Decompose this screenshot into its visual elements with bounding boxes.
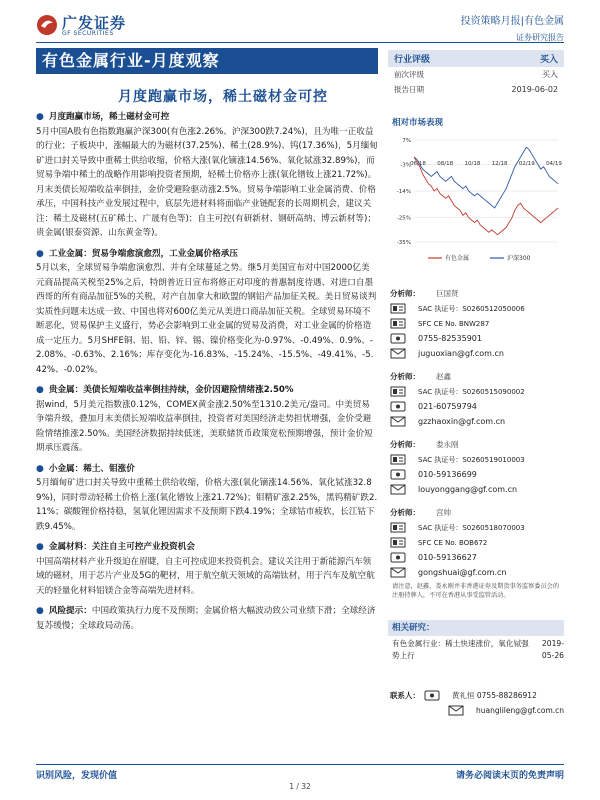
analyst-phone: 0755-82535901 [418,334,482,343]
analyst-role: 分析师： [390,372,420,381]
analyst-email[interactable]: louyonggang@gf.com.cn [418,485,518,494]
section-title: 金属材料：关注自主可控产业投资机会 [48,542,195,552]
footer-disclaimer-note: 请务必阅读末页的免责声明 [455,771,564,781]
footer-slogan: 识别风险，发现价值 [36,771,118,781]
phone-icon [424,690,440,701]
y-tick-label: 7% [402,138,411,144]
phone-icon [390,333,406,344]
rating-row [388,67,564,82]
header-right [461,12,564,43]
page-number: 1 / 32 [289,782,311,791]
dept-label: 证券研究报告 [516,33,564,42]
y-tick-label: -14% [396,189,411,195]
email-icon [390,348,406,359]
id-card-icon [390,318,406,329]
x-tick-label: 02/19 [518,161,535,167]
analyst-block [390,369,566,429]
y-tick-label: -35% [396,240,411,246]
analyst-name: 巨国贤 [436,289,459,298]
rating-header [388,50,564,67]
series-line-0 [414,157,558,235]
x-tick-label: 12/18 [491,161,508,167]
section-text: 5月缅甸矿进口封关导致中重稀土供给收缩，价格大涨(氧化镝涨14.56%、氧化铽涨32.89%)，同时带动轻稀土价格上涨(氧化镨钕上涨21.72%)；钼精矿涨2.25%，黑钨精矿跌2.11%；碳酸锂价格持稳，氢氧化锂因需求不及预期下跌4.19%；全球钴市疲软，长江钴下跌9.45%。 [36,478,378,532]
rating-row-label: 报告日期 [394,85,424,94]
legend-label: 有色金属 [445,255,470,262]
id-card-icon [390,386,406,397]
section-title: 风险提示： [48,606,92,616]
section-title: 工业金属：贸易争端愈演愈烈，工业金属价格承压 [48,248,238,259]
section-title: 月度跑赢市场，稀土磁材金可控 [48,112,170,122]
section-text: 中国高端材料产业升级迫在眉睫，自主可控成迎来投资机会。建议关注用于新能源汽车领域的磁材，用于芯片产业及5G的靶材，用于航空航天领域的高端钛材，用于汽车及航空航天的轻量化材料铝镁合金等高端先进材料。 [36,556,375,596]
main-body [36,110,378,633]
phone-icon [390,401,406,412]
analyst-email[interactable]: gzzhaoxin@gf.com.cn [418,417,506,426]
analyst-role: 分析师： [390,508,420,517]
analyst-name: 赵鑫 [436,372,451,381]
section-text: 5月中国A股有色指数跑赢沪深300(有色涨2.26%、沪深300跌7.24%)，且为唯一正收益的行业；子板块中，涨幅最大的为磁材(37.25%)、稀土(28.9%)、钨(17.36%)，5月缅甸矿进口封关导致中重稀土供给收缩，价格大涨(氧化镝涨14.56%、氧化铽涨32.89%)，而贸易争端中稀土的战略作用影响投资者预期，轻稀土价格亦上涨(氧化镨钕上涨21.72%)。月末美债长短端收益率倒挂，金价受避险驱动涨2.5%。贸易争端影响工业金属消费、价格承压，中国科技产业发展过程中，底层先进材料将面临产业链配套的长周期机会，建议关注：稀土及磁材(五矿稀土、广晟有色等)；自主可控(有研新材、钢研高纳、博云新材等)；贵金属(银泰资源、山东黄金等)。 [36,126,378,238]
contact-text: 黄礼恒 0755-88286912 [452,691,537,700]
disclaimer: 请注意，赵鑫、娄永刚并非香港证券及期货事务监察委员会的注册持牌人，不可在香港从事受监管活动。 [392,583,560,599]
rating-head-value: 买入 [539,55,558,65]
analyst-block [390,437,566,497]
analyst-license: SAC 执证号：S0260515090002 [418,387,525,396]
analyst-name: 娄永刚 [436,440,459,449]
report-type: 投资策略月报|有色金属 [460,16,564,27]
email-icon [390,416,406,427]
email-icon [448,705,464,716]
rating-row-value: 2019-06-02 [511,85,558,94]
id-card-icon [390,522,406,533]
analyst-name: 宫帅 [436,508,451,517]
y-tick-label: -25% [396,215,411,222]
analyst-license: SAC 执证号：S0260519010003 [418,455,525,464]
id-card-icon [390,454,406,465]
logo-text: 广发证券 [62,14,127,32]
chart-title: 相对市场表现 [392,118,444,128]
related-research-header: 相关研究： [388,620,564,636]
phone-icon [390,552,406,563]
analyst-phone: 010-59136699 [418,470,477,479]
section-text: 据wind，5月美元指数涨0.12%，COMEX黄金涨2.50%至1310.2美元/盎司。中美贸易争端升级，叠加月末美债长短端收益率倒挂，投资者对美国经济走势担忧增强，金价受避险情绪推涨2.50%。美国经济数据持续低迷，美联储货币政策宽松预期增强，预计金价短期承压震荡。 [36,399,373,453]
rating-row-label: 前次评级 [394,70,424,79]
contact-block [390,688,566,718]
rating-row [388,82,564,97]
x-tick-label: 04/19 [546,161,562,167]
related-research-date: 2019-05-26 [541,639,564,660]
section [36,383,378,456]
logo-english: GF SECURITIES [62,30,114,37]
x-tick-label: 10/18 [464,161,481,167]
rating-box [388,50,564,97]
legend-label: 沪深300 [507,255,531,262]
section [36,110,378,241]
email-icon [390,567,406,578]
phone-icon [390,469,406,480]
analyst-block [390,286,566,361]
analyst-phone: 010-59136627 [418,553,477,562]
bullet-icon: ● [36,606,44,616]
x-tick-label: 08/18 [437,161,454,167]
bullet-icon: ● [36,385,44,395]
related-research-title[interactable]: 有色金属行业：稀土快速涨价，氧化铽强势上行 [392,639,529,660]
relative-performance-chart [388,132,564,268]
section [36,247,378,378]
analyst-role: 分析师： [390,440,420,449]
analyst-role: 分析师： [390,289,420,298]
section-title: 贵金属：美债长短端收益率倒挂持续，金价因避险情绪涨2.50% [48,385,294,395]
analyst-email[interactable]: juguoxian@gf.com.cn [418,349,504,358]
section [36,540,378,598]
bullet-icon: ● [36,463,44,474]
x-tick-label: 06/18 [410,161,426,167]
contact-role: 联系人： [390,691,420,700]
related-research-item[interactable] [392,638,564,662]
bullet-icon: ● [36,248,44,259]
header-divider [36,42,564,43]
rating-row-value: 买入 [542,70,558,79]
section [36,604,378,633]
analyst-license: SAC 执证号：S0260518070003 [418,523,525,532]
section [36,462,378,535]
y-tick-label: -3% [400,162,411,169]
report-title: 有色金属行业-月度观察 [36,48,378,74]
id-card-icon [390,303,406,314]
analyst-list [390,286,566,588]
rating-head-label: 行业评级 [394,55,431,65]
report-subtitle: 月度跑赢市场，稀土磁材金可控 [118,89,328,105]
section-title: 小金属：稀土、钼涨价 [48,463,135,474]
gf-logo-icon [36,14,58,36]
analyst-email[interactable]: gongshuai@gf.com.cn [418,568,507,577]
footer-divider [36,764,564,765]
section-text: 5月以来，全球贸易争端愈演愈烈、并有全球蔓延之势。继5月美国宣布对中国2000亿美元商品提高关税至25%之后，特朗普近日宣布将修正对印度的普惠制度待遇、对进口自墨西哥的所有商品加征5%的关税，对产自加拿大和欧盟的钢铝产品加征关税。美日贸易谈判实质性问题未达成一致、中国也将对600亿美元从美进口商品加征关税。全球贸易环境不断恶化，贸易保护主义盛行，势必会影响到工业金属的贸易及消费，对工业金属的价格造成一定压力。5月SHFE铜、铝、铅、锌、锡、镍价格变化为-0.97%、-0.49%、0.9%、-2.08%、-0.63%、2.16%；库存变化为-16.83%、-15.24%、-15.5%、-49.41%、-5.42%、-0.02%。 [36,263,377,375]
analyst-license: SFC CE No. BNW287 [418,319,490,328]
bullet-icon: ● [36,112,44,122]
analyst-license: SAC 执证号：S0260512050006 [418,304,525,313]
bullet-icon: ● [36,542,44,552]
analyst-license: SFC CE No. BOB672 [418,538,488,547]
analyst-block [390,505,566,580]
analyst-phone: 021-60759794 [418,402,477,411]
series-line-1 [414,147,558,208]
contact-email[interactable]: huanglileng@gf.com.cn [476,706,565,715]
section-text: 中国政策执行力度不及预期；金属价格大幅波动致公司业绩下滑；全球经济复苏缓慢；全球政局动荡。 [36,606,376,631]
email-icon [390,484,406,495]
id-card-icon [390,537,406,548]
